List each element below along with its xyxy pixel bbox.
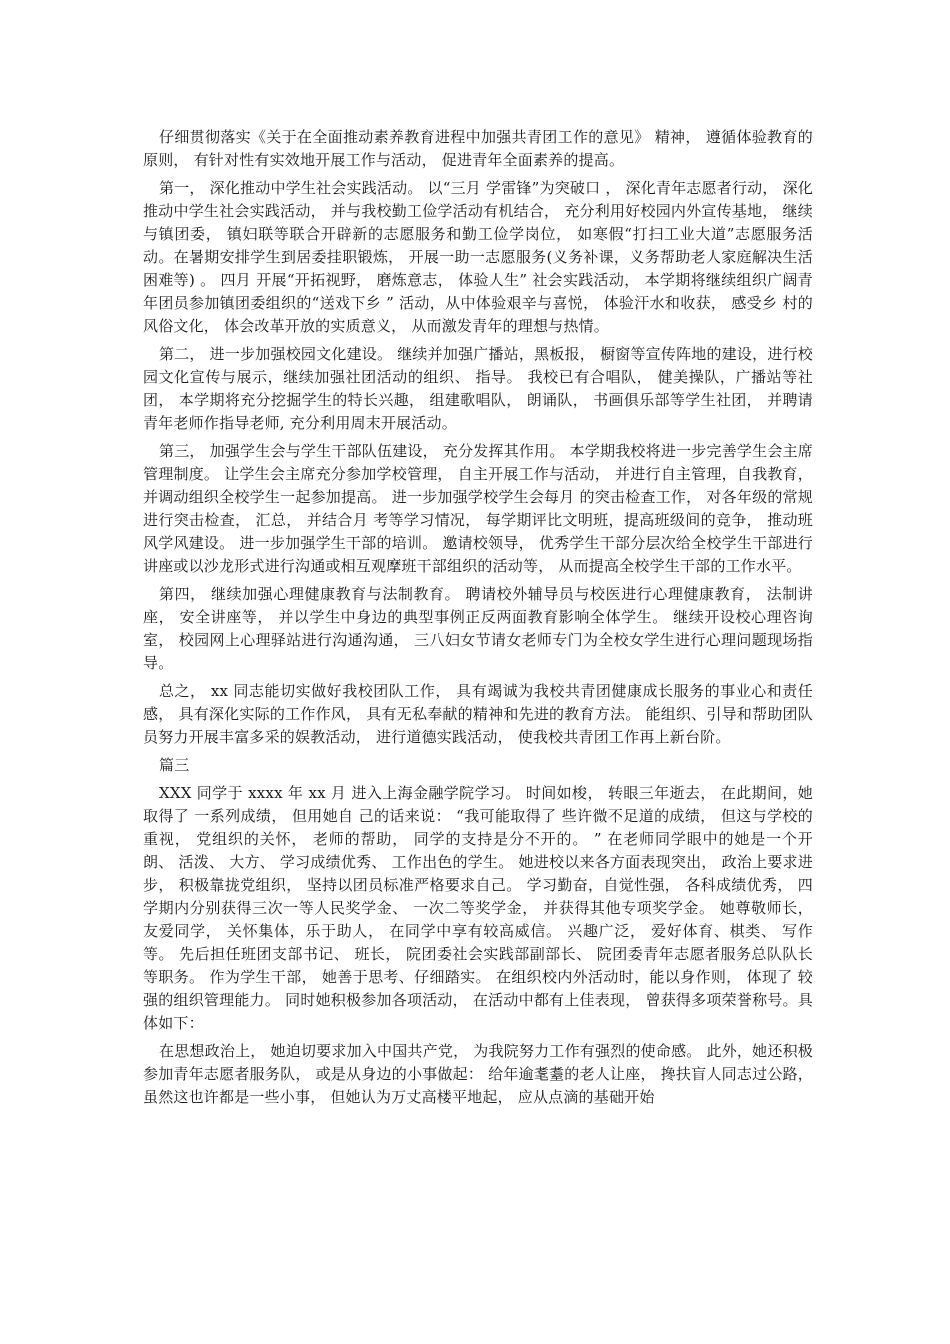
- paragraph-student-intro: XXX 同学于 xxxx 年 xx 月 进入上海金融学院学习。 时间如梭， 转眼三年逝去， 在此期间，她取得了 一系列成绩， 但用她自 己的话来说： “我可能取得了 些许微不足道的成绩， 但这与学校的重视， 党组织的关怀， 老师的帮助， 同学的支持是分不开的。 ” 在老师同学眼中的她是一个开朗、 活泼、 大方、 学习成绩优秀、 工作出色的学生。 她进校以来各方面表现突出， 政治上要求进步， 积极靠拢党组织， 坚持以团员标准严格要求自己。 学习勤奋，自觉性强， 各科成绩优秀， 四学期内分别获得三次一等人民奖学金、 一次二等奖学金， 并获得其他专项奖学金。 她尊敬师长， 友爱同学， 关怀集体，乐于助人， 在同学中享有较高威信。 兴趣广泛， 爱好体育、棋类、 写作等。 先后担任班团支部书记、 班长， 院团委社会实践部副部长、 院团委青年志愿者服务总队队长等职务。 作为学生干部， 她善于思考、仔细踏实。 在组织校内外活动时，能以身作则， 体现了 较强的组织管理能力。 同时她积极参加各项活动， 在活动中都有上佳表现， 曾获得多项荣誉称号。具体如下：: [143, 784, 813, 1032]
- paragraph-first: 第一， 深化推动中学生社会实践活动。 以“三月 学雷锋”为突破口 ， 深化青年志愿者行动， 深化推动中学生社会实践活动， 并与我校勤工俭学活动有机结合， 充分利用好校园内外宣传基地， 继续与镇团委， 镇妇联等联合开辟新的志愿服务和勤工俭学岗位， 如寒假“打扫工业大道”志愿服务活动。在暑期安排学生到居委挂职锻炼， 开展一助一志愿服务(义务补课，义务帮助老人家庭解决生活困难等) 。 四月 开展“开拓视野， 磨炼意志， 体验人生” 社会实践活动， 本学期将继续组织广阔青年团员参加镇团委组织的“送戏下乡 ” 活动，从中体验艰辛与喜悦， 体验汗水和收获， 感受乡 村的风俗文化， 体会改革开放的实质意义， 从而激发青年的理想与热情。: [143, 179, 813, 335]
- section-heading: 篇三: [159, 756, 190, 774]
- paragraph-third: 第三， 加强学生会与学生干部队伍建设， 充分发挥其作用。 本学期我校将进一步完善学生会主席管理制度。 让学生会主席充分参加学校管理， 自主开展工作与活动， 并进行自主管理，自我教育， 并调动组织全校学生一起参加提高。 进一步加强学校学生会每月 的突击检查工作， 对各年级的常规进行突击检查， 汇总， 并结合月 考等学习情况， 每学期评比文明班，提高班级间的竞争， 推动班风学风建设。 进一步加强学生干部的培训。 邀请校领导， 优秀学生干部分层次给全校学生干部进行讲座或以沙龙形式进行沟通或相互观摩班干部组织的活动等， 从而提高全校学生干部的工作水平。: [143, 442, 813, 575]
- paragraph-political: 在思想政治上， 她迫切要求加入中国共产党， 为我院努力工作有强烈的使命感。 此外，她还积极参加青年志愿者服务队， 或是从身边的小事做起： 给年逾耄耋的老人让座， 搀扶盲人同志过公路， 虽然这也许都是一些小事， 但她认为万丈高楼平地起， 应从点滴的基础开始: [143, 1042, 813, 1106]
- paragraph-intro: 仔细贯彻落实《关于在全面推动素养教育进程中加强共青团工作的意见》 精神， 遵循体验教育的原则， 有针对性有实效地开展工作与活动， 促进青年全面素养的提高。: [143, 128, 813, 169]
- paragraph-second: 第二， 进一步加强校园文化建设。 继续并加强广播站，黑板报， 橱窗等宣传阵地的建设，进行校园文化宣传与展示，继续加强社团活动的组织、 指导。 我校已有合唱队， 健美操队，广播站等社团， 本学期将充分挖掘学生的特长兴趣， 组建歌唱队， 朗诵队， 书画俱乐部等学生社团， 并聘请青年老师作指导老师, 充分利用周末开展活动。: [143, 345, 813, 432]
- paragraph-summary: 总之， xx 同志能切实做好我校团队工作， 具有竭诚为我校共青团健康成长服务的事业心和责任感， 具有深化实际的工作作风， 具有无私奉献的精神和先进的教育方法。 能组织、引导和帮助团队员努力开展丰富多采的娱教活动， 进行道德实践活动， 使我校共青团工作再上新台阶。: [143, 682, 813, 746]
- paragraph-fourth: 第四， 继续加强心理健康教育与法制教育。 聘请校外辅导员与校医进行心理健康教育， 法制讲座， 安全讲座等， 并以学生中身边的典型事例正反两面教育影响全体学生。 继续开设校心理咨询室， 校园网上心理驿站进行沟通沟通， 三八妇女节请女老师专门为全校女学生进行心理问题现场指导。: [143, 585, 813, 672]
- document-body: [143, 126, 813, 1114]
